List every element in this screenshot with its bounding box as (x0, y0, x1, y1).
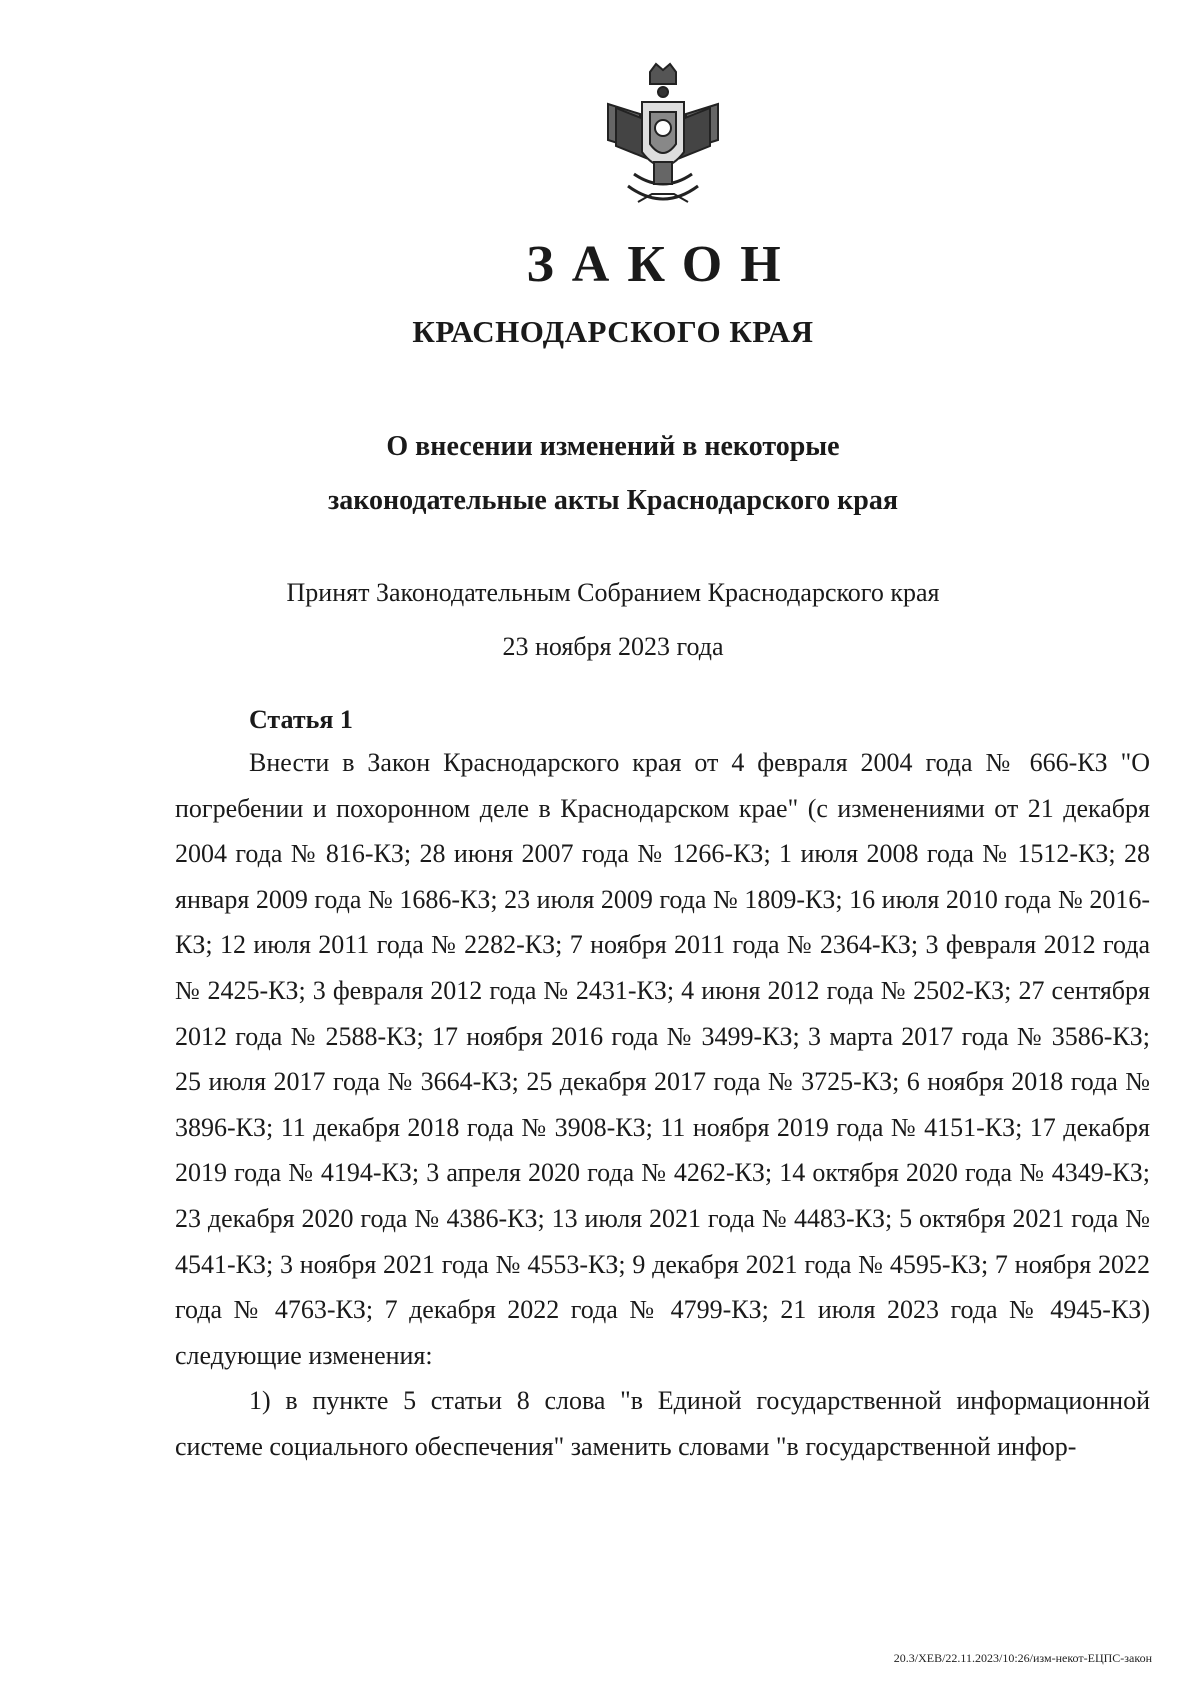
adoption-line-1: Принят Законодательным Собранием Краснодарского края (286, 578, 940, 607)
adoption-note (0, 566, 1200, 674)
coat-of-arms-icon (598, 62, 728, 222)
title-line-2: законодательные акты Краснодарского края (327, 485, 899, 516)
law-heading: ЗАКОН (526, 236, 799, 293)
article-heading: Статья 1 (249, 705, 353, 734)
article-body (175, 740, 1150, 1470)
adoption-date: 23 ноября 2023 года (502, 632, 724, 661)
title-line-1: О внесении изменений в некоторые (386, 431, 840, 462)
document-footer-code: 20.3/ХЕВ/22.11.2023/10:26/изм-некот-ЕЦПС-закон (893, 1651, 1152, 1665)
article-paragraph: Внести в Закон Краснодарского края от 4 февраля 2004 года № 666-КЗ "О погребении и похоронном деле в Краснодарском крае" (с изменениями от 21 декабря 2004 года № 816-КЗ; 28 июня 2007 года № 1266-КЗ; 1 июля 2008 года № 1512-КЗ; 28 января 2009 года № 1686-КЗ; 23 июля 2009 года № 1809-КЗ; 16 июля 2010 года № 2016-КЗ; 12 июля 2011 года № 2282-КЗ; 7 ноября 2011 года № 2364-КЗ; 3 февраля 2012 года № 2425-КЗ; 3 февраля 2012 года № 2431-КЗ; 4 июня 2012 года № 2502-КЗ; 27 сентября 2012 года № 2588-КЗ; 17 ноября 2016 года № 3499-КЗ; 3 марта 2017 года № 3586-КЗ; 25 июля 2017 года № 3664-КЗ; 25 декабря 2017 года № 3725-КЗ; 6 ноября 2018 года № 3896-КЗ; 11 декабря 2018 года № 3908-КЗ; 11 ноября 2019 года № 4151-КЗ; 17 декабря 2019 года № 4194-КЗ; 3 апреля 2020 года № 4262-КЗ; 14 октября 2020 года № 4349-КЗ; 23 декабря 2020 года № 4386-КЗ; 13 июля 2021 года № 4483-КЗ; 5 октября 2021 года № 4541-КЗ; 3 ноября 2021 года № 4553-КЗ; 9 декабря 2021 года № 4595-КЗ; 7 ноября 2022 года № 4763-КЗ; 7 декабря 2022 года № 4799-КЗ; 21 июля 2023 года № 4945-КЗ) следующие изменения: (175, 748, 1150, 1370)
document-title (0, 420, 1200, 528)
article-paragraph: 1) в пункте 5 статьи 8 слова "в Единой государственной информационной системе социального обеспечения" заменить словами "в государственной инфор- (175, 1386, 1150, 1461)
region-heading: КРАСНОДАРСКОГО КРАЯ (412, 314, 814, 349)
